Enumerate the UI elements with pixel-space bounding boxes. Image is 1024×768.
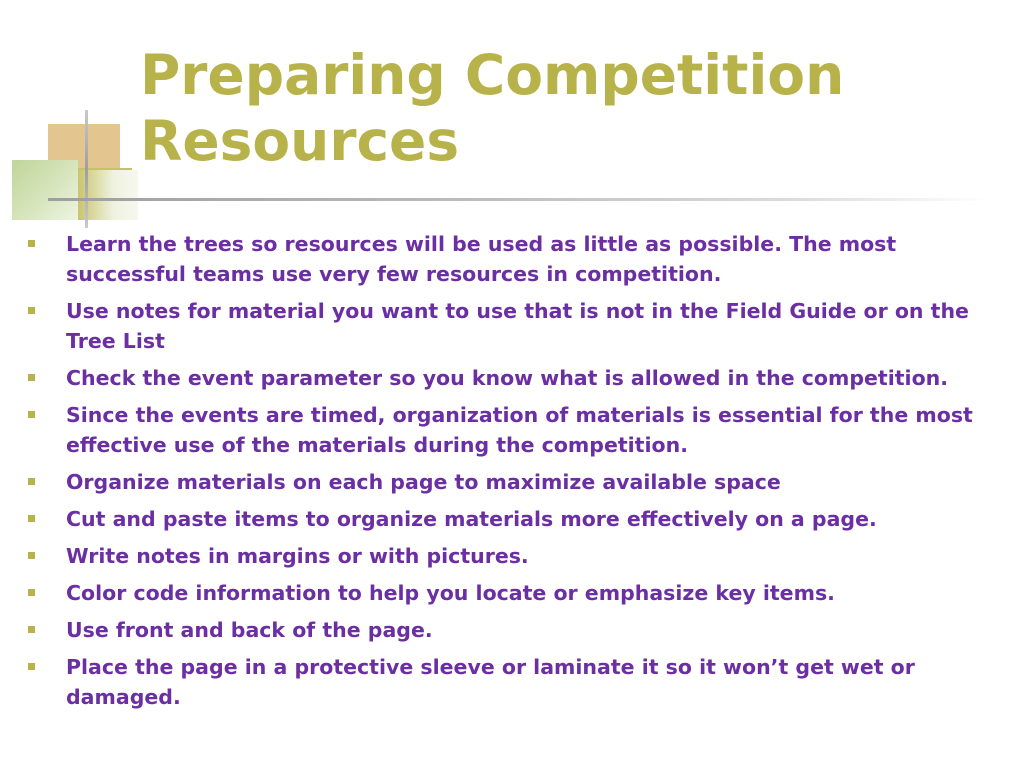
bullet-item [28,652,1014,712]
square-bullet-icon [28,229,66,259]
slide-title: Preparing Competition Resources [140,43,845,173]
bullet-item [28,541,1014,571]
bullet-item [28,578,1014,608]
bullet-text: Check the event parameter so you know what is allowed in the competition. [66,366,949,390]
decorative-vertical-rule [85,110,88,228]
bullet-text: Use front and back of the page. [66,618,433,642]
bullet-text: Since the events are timed, organization of materials is essential for the most effective use of the materials during the competition. [66,403,973,457]
bullet-list [28,229,1014,719]
bullet-item [28,467,1014,497]
bullet-item [28,229,1014,289]
bullet-text: Organize materials on each page to maximize available space [66,470,781,494]
square-bullet-icon [28,363,66,393]
square-bullet-icon [28,615,66,645]
square-bullet-icon [28,541,66,571]
square-bullet-icon [28,400,66,430]
square-bullet-icon [28,578,66,608]
square-bullet-icon [28,504,66,534]
square-bullet-icon [28,296,66,326]
bullet-item [28,615,1014,645]
bullet-text: Place the page in a protective sleeve or laminate it so it won’t get wet or damaged. [66,655,915,709]
title-underline-rule [48,198,988,201]
bullet-item [28,363,1014,393]
bullet-text: Use notes for material you want to use that is not in the Field Guide or on the Tree List [66,299,969,353]
bullet-text: Cut and paste items to organize materials more effectively on a page. [66,507,877,531]
square-bullet-icon [28,467,66,497]
square-bullet-icon [28,652,66,682]
bullet-item [28,400,1014,460]
bullet-item [28,504,1014,534]
decorative-green-square [12,160,78,220]
bullet-text: Learn the trees so resources will be used as little as possible. The most successful teams use very few resources in competition. [66,232,897,286]
bullet-text: Color code information to help you locate or emphasize key items. [66,581,835,605]
bullet-text: Write notes in margins or with pictures. [66,544,529,568]
bullet-item [28,296,1014,356]
